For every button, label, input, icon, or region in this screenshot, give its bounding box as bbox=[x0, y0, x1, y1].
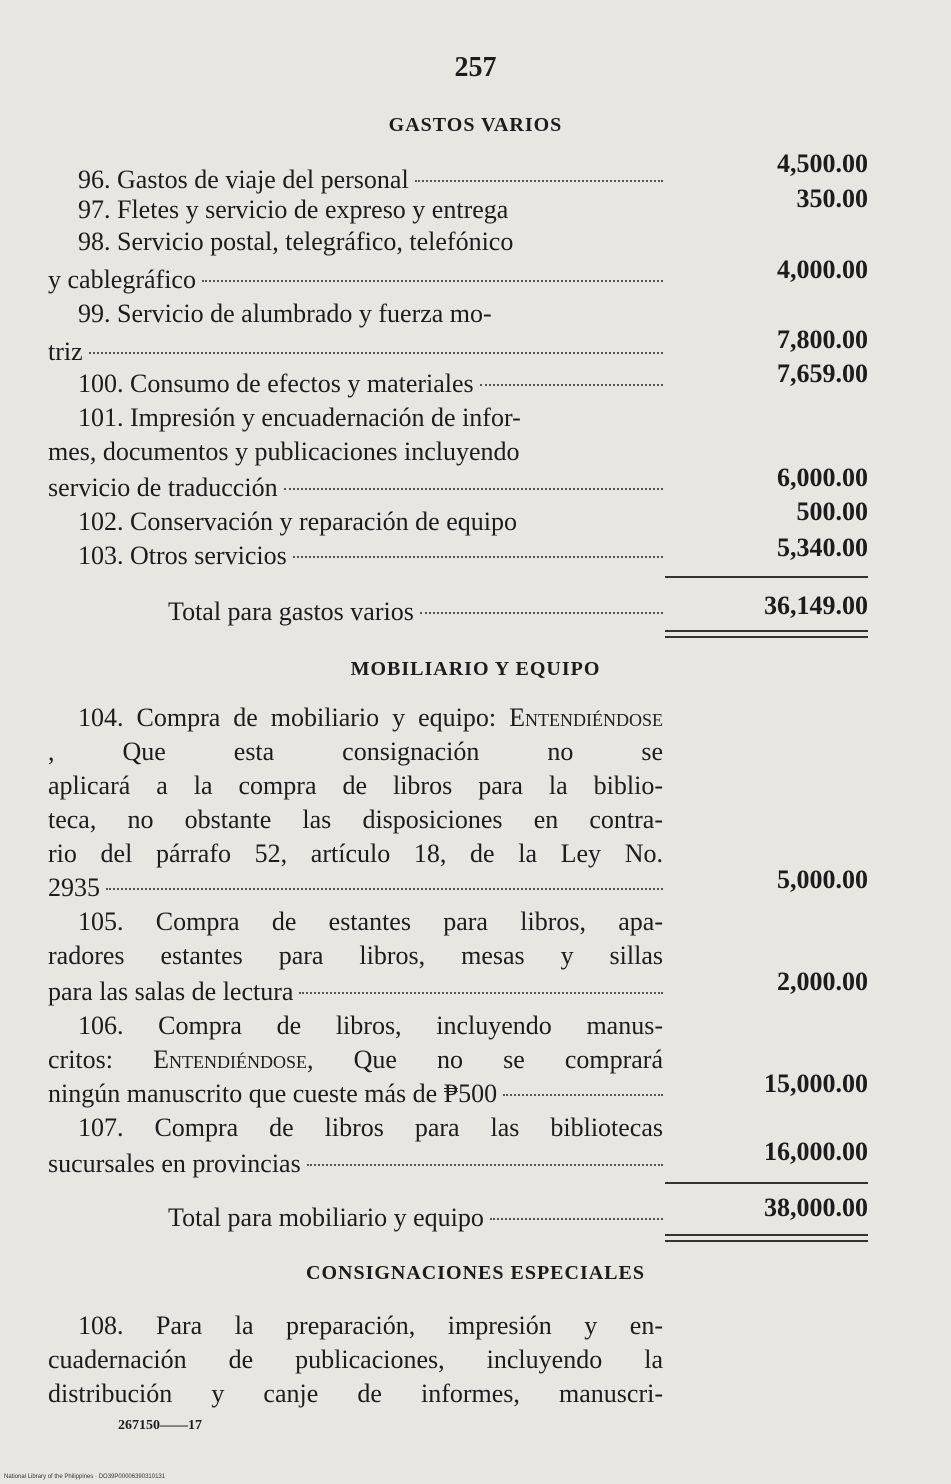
item-98-line2: y cablegráfico bbox=[48, 262, 663, 298]
item-104-line1: 104. Compra de mobiliario y equipo: Entendiéndose bbox=[78, 703, 663, 732]
amount-97: 350.00 bbox=[796, 184, 868, 213]
amount-96: 4,500.00 bbox=[777, 149, 868, 178]
total-gastos-varios-amount: 36,149.00 bbox=[764, 591, 868, 620]
item-103: 103. Otros servicios bbox=[78, 538, 663, 574]
amount-106: 15,000.00 bbox=[764, 1069, 868, 1098]
printer-code: 267150——17 bbox=[118, 1418, 202, 1433]
item-104-line2: , Que esta consignación no se bbox=[48, 737, 663, 766]
total-double-rule bbox=[665, 630, 868, 638]
item-108-line3: distribución y canje de informes, manuscri- bbox=[48, 1379, 663, 1408]
amount-103: 5,340.00 bbox=[777, 533, 868, 562]
item-108-line1: 108. Para la preparación, impresión y en- bbox=[78, 1311, 663, 1340]
amount-98: 4,000.00 bbox=[777, 255, 868, 284]
item-104-line4: teca, no obstante las disposiciones en contra- bbox=[48, 805, 663, 834]
page-number: 257 bbox=[454, 52, 497, 83]
item-106-line3: ningún manuscrito que cueste más de ₱500 bbox=[48, 1076, 663, 1112]
amount-100: 7,659.00 bbox=[777, 359, 868, 388]
item-99-line1: 99. Servicio de alumbrado y fuerza mo- bbox=[78, 299, 492, 328]
subtotal-rule bbox=[665, 576, 868, 578]
item-105-line3: para las salas de lectura bbox=[48, 974, 663, 1010]
section-heading-mobiliario: MOBILIARIO Y EQUIPO bbox=[350, 658, 601, 680]
item-107-line2: sucursales en provincias bbox=[48, 1146, 663, 1182]
item-101-line3: servicio de traducción bbox=[48, 470, 663, 506]
item-100: 100. Consumo de efectos y materiales bbox=[78, 366, 663, 402]
item-104-line3: aplicará a la compra de libros para la biblio- bbox=[48, 771, 663, 800]
item-96: 96. Gastos de viaje del personal bbox=[78, 162, 663, 198]
item-107-line1: 107. Compra de libros para las bibliotecas bbox=[78, 1113, 663, 1142]
subtotal-rule-2 bbox=[665, 1182, 868, 1184]
total-gastos-varios-label: Total para gastos varios bbox=[168, 594, 663, 630]
total-mobiliario-amount: 38,000.00 bbox=[764, 1193, 868, 1222]
amount-105: 2,000.00 bbox=[777, 967, 868, 996]
item-101-line2: mes, documentos y publicaciones incluyendo bbox=[48, 437, 520, 466]
item-105-line2: radores estantes para libros, mesas y sillas bbox=[48, 941, 663, 970]
amount-102: 500.00 bbox=[796, 497, 868, 526]
item-101-line1: 101. Impresión y encuadernación de infor- bbox=[78, 403, 521, 432]
item-105-line1: 105. Compra de estantes para libros, apa- bbox=[78, 907, 663, 936]
amount-104: 5,000.00 bbox=[777, 865, 868, 894]
section-heading-gastos-varios: GASTOS VARIOS bbox=[388, 114, 563, 136]
scan-credit: National Library of the Philippines · DO39P00006390310131 bbox=[4, 1474, 166, 1480]
amount-107: 16,000.00 bbox=[764, 1137, 868, 1166]
total-double-rule-2 bbox=[665, 1234, 868, 1242]
section-heading-especiales: CONSIGNACIONES ESPECIALES bbox=[306, 1262, 645, 1284]
total-mobiliario-label: Total para mobiliario y equipo bbox=[168, 1200, 663, 1236]
item-106-line1: 106. Compra de libros, incluyendo manus- bbox=[78, 1011, 663, 1040]
item-99-line2: triz bbox=[48, 334, 663, 370]
item-108-line2: cuadernación de publicaciones, incluyendo la bbox=[48, 1345, 663, 1374]
item-106-line2: critos: Entendiéndose, Que no se comprará bbox=[48, 1045, 663, 1074]
item-102: 102. Conservación y reparación de equipo bbox=[78, 507, 517, 536]
item-104-line6: 2935 bbox=[48, 870, 663, 906]
item-104-line5: rio del párrafo 52, artículo 18, de la Ley No. bbox=[48, 839, 663, 868]
amount-101: 6,000.00 bbox=[777, 463, 868, 492]
item-98-line1: 98. Servicio postal, telegráfico, telefónico bbox=[78, 227, 514, 256]
amount-99: 7,800.00 bbox=[777, 325, 868, 354]
item-97: 97. Fletes y servicio de expreso y entrega bbox=[78, 195, 509, 224]
